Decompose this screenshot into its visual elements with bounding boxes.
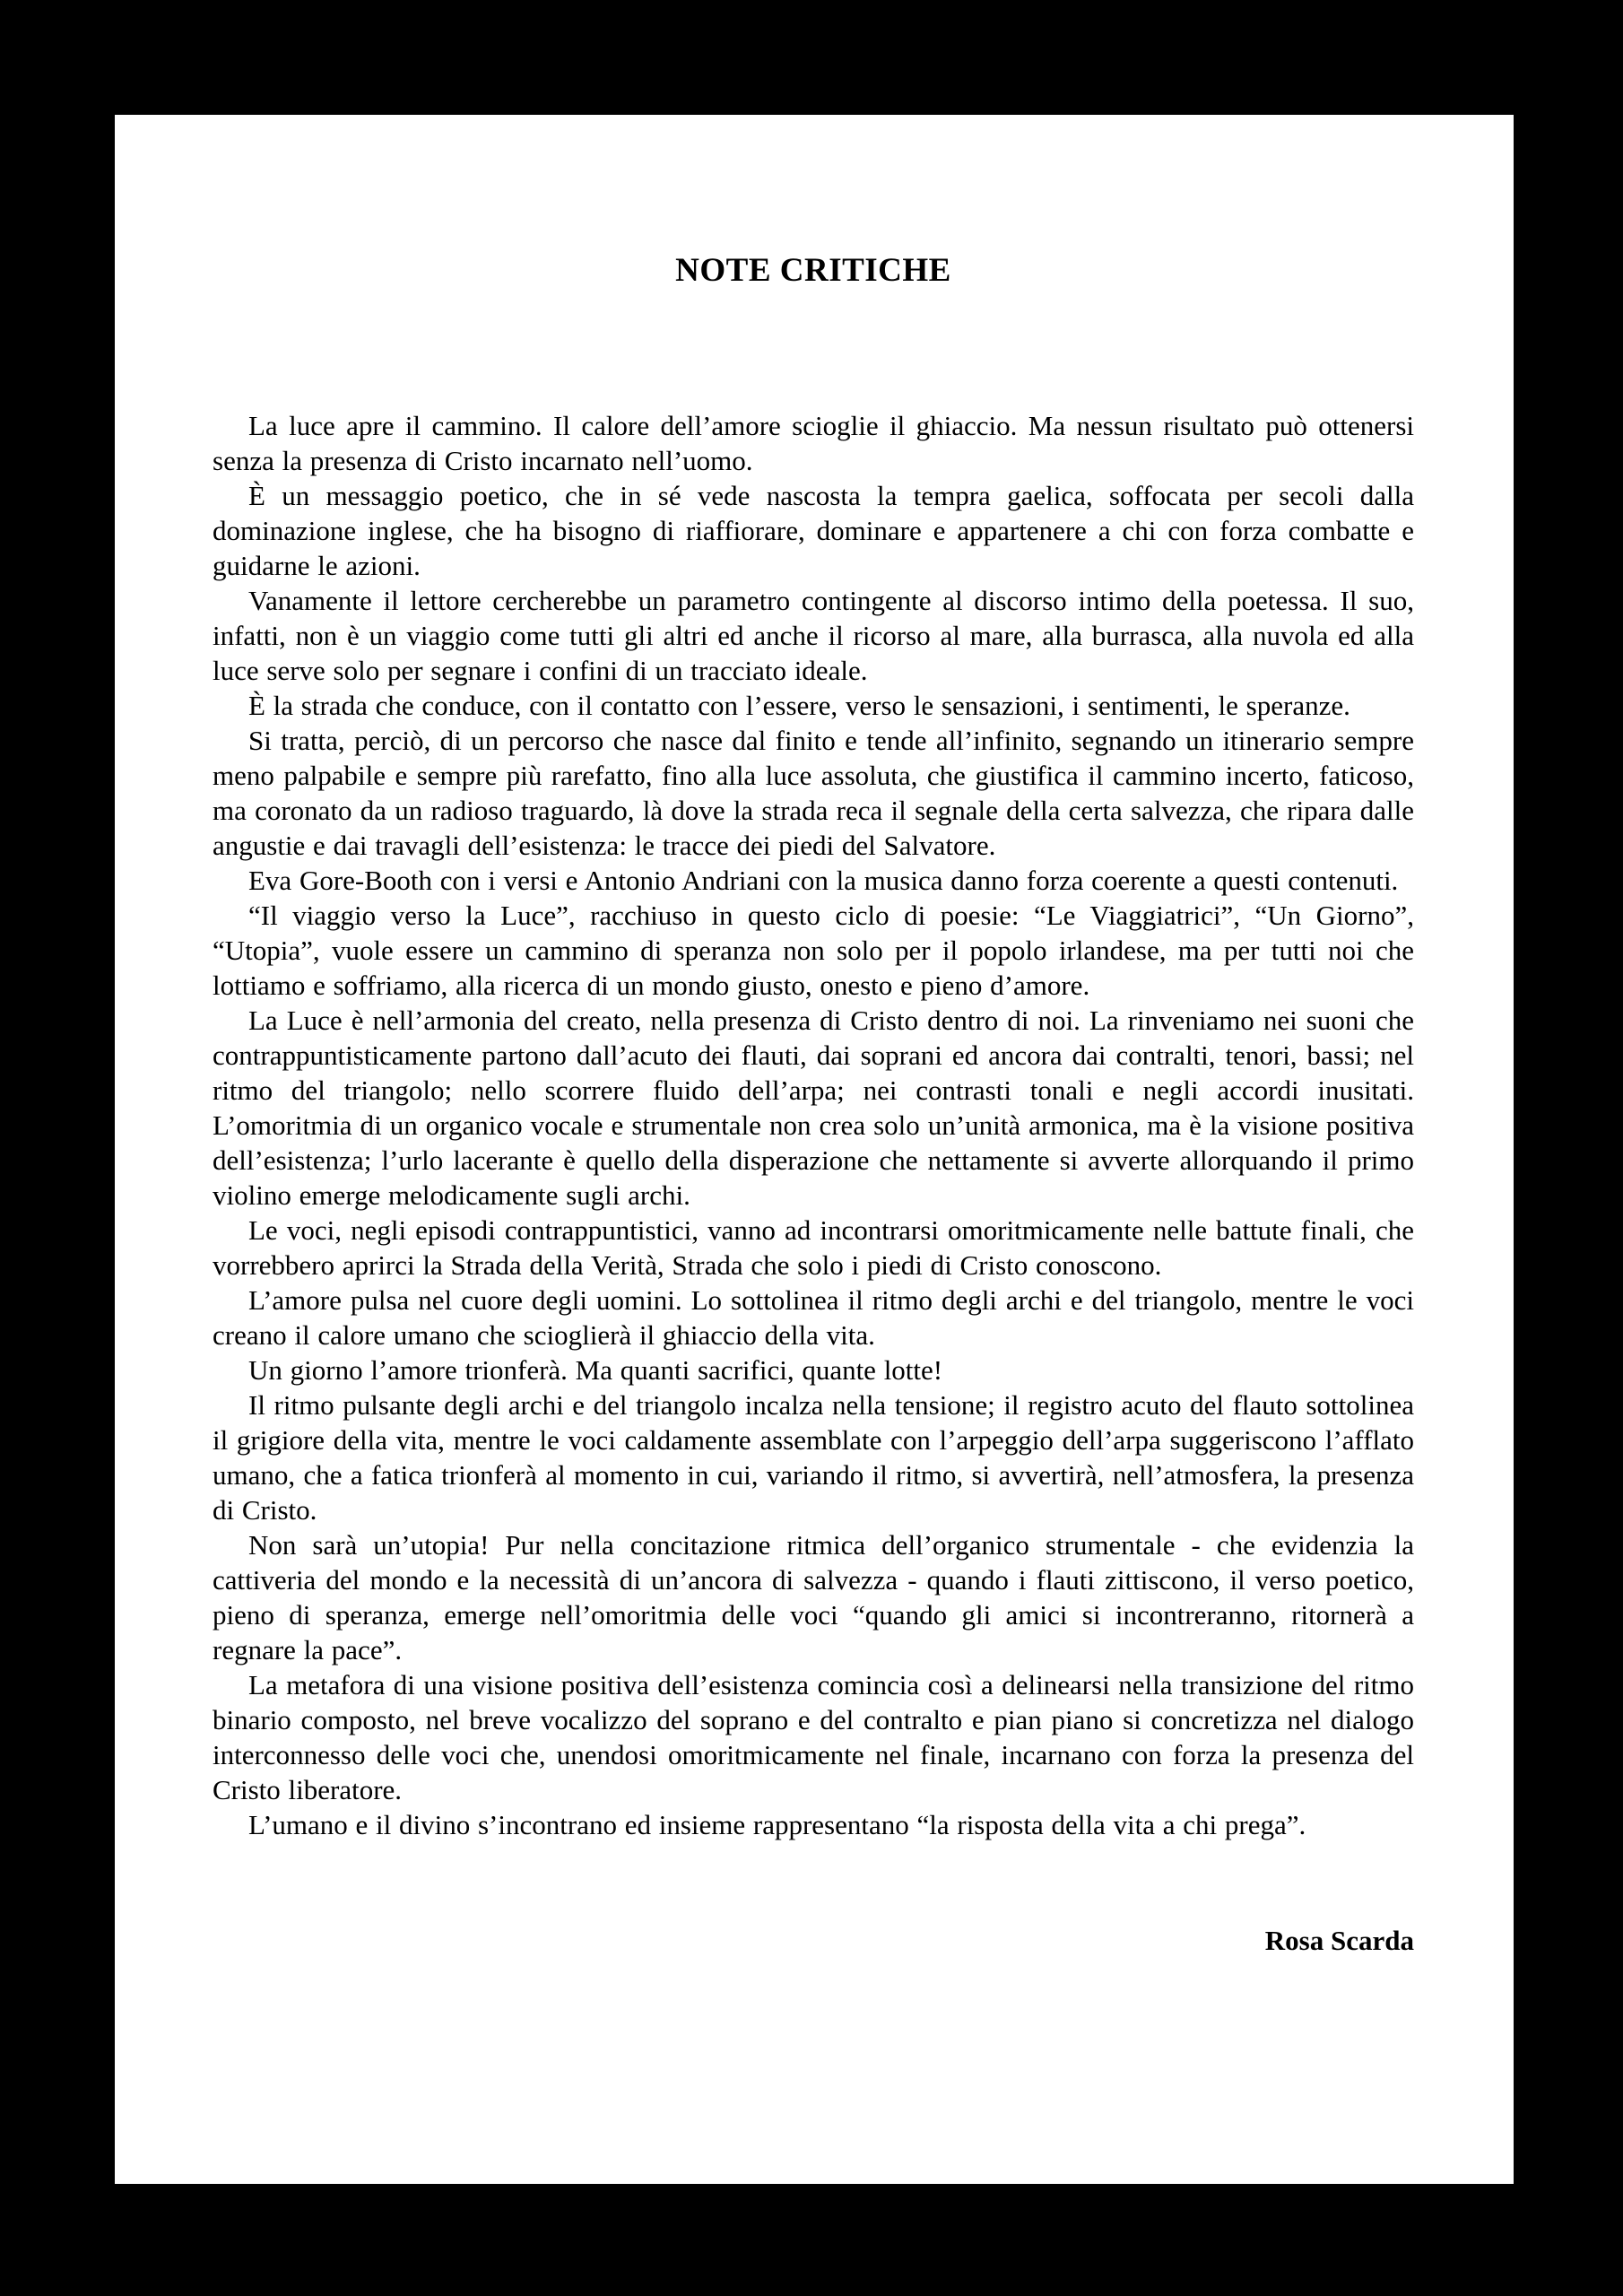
paragraph: Vanamente il lettore cercherebbe un parametro contingente al discorso intimo della poetessa. Il suo, infatti, non è un viaggio come tutti gli altri ed anche il ricorso al mare, alla burrasca, alla nuvola ed alla luce serve solo per segnare i confini di un tracciato ideale.: [213, 585, 1414, 686]
paragraph: La luce apre il cammino. Il calore dell’amore scioglie il ghiaccio. Ma nessun risultato può ottenersi senza la presenza di Cristo incarnato nell’uomo.: [213, 410, 1414, 476]
paragraph: Il ritmo pulsante degli archi e del triangolo incalza nella tensione; il registro acuto del flauto sottolinea il grigiore della vita, mentre le voci caldamente assemblate con l’arpeggio dell’arpa suggeriscono l’afflato umano, che a fatica trionferà al momento in cui, variando il ritmo, si avvertirà, nell’atmosfera, la presenza di Cristo.: [213, 1389, 1414, 1526]
body-text: [213, 408, 1414, 1842]
paragraph: L’umano e il divino s’incontrano ed insieme rappresentano “la risposta della vita a chi prega”.: [248, 1809, 1306, 1840]
paragraph: L’amore pulsa nel cuore degli uomini. Lo sottolinea il ritmo degli archi e del triangolo, mentre le voci creano il calore umano che scioglierà il ghiaccio della vita.: [213, 1284, 1414, 1351]
book-page: [115, 115, 1514, 2184]
paragraph: Si tratta, perciò, di un percorso che nasce dal finito e tende all’infinito, segnando un itinerario sempre meno palpabile e sempre più rarefatto, fino alla luce assoluta, che giustifica il cammino incerto, faticoso, ma coronato da un radioso traguardo, là dove la strada reca il segnale della certa salvezza, che ripara dalle angustie e dai travagli dell’esistenza: le tracce dei piedi del Salvatore.: [213, 725, 1414, 861]
paragraph: È la strada che conduce, con il contatto con l’essere, verso le sensazioni, i sentimenti, le speranze.: [248, 690, 1350, 721]
author-signature: Rosa Scarda: [1264, 1925, 1414, 1956]
paragraph: Un giorno l’amore trionferà. Ma quanti sacrifici, quante lotte!: [248, 1354, 943, 1386]
page-title: NOTE CRITICHE: [675, 252, 951, 289]
paragraph: Non sarà un’utopia! Pur nella concitazione ritmica dell’organico strumentale - che evidenzia la cattiveria del mondo e la necessità di un’ancora di salvezza - quando i flauti zittiscono, il verso poetico, pieno di speranza, emerge nell’omoritmia delle voci “quando gli amici si incontreranno, ritornerà a regnare la pace”.: [213, 1529, 1414, 1665]
paragraph: La metafora di una visione positiva dell’esistenza comincia così a delinearsi nella transizione del ritmo binario composto, nel breve vocalizzo del soprano e del contralto e pian piano si concretizza nel dialogo interconnesso delle voci che, unendosi omoritmicamente nel finale, incarnano con forza la presenza del Cristo liberatore.: [213, 1669, 1414, 1805]
paragraph: È un messaggio poetico, che in sé vede nascosta la tempra gaelica, soffocata per secoli dalla dominazione inglese, che ha bisogno di riaffiorare, dominare e appartenere a chi con forza combatte e guidarne le azioni.: [213, 480, 1414, 581]
paragraph: Le voci, negli episodi contrappuntistici, vanno ad incontrarsi omoritmicamente nelle battute finali, che vorrebbero aprirci la Strada della Verità, Strada che solo i piedi di Cristo conoscono.: [213, 1214, 1414, 1281]
paragraph: Eva Gore-Booth con i versi e Antonio Andriani con la musica danno forza coerente a questi contenuti.: [248, 865, 1399, 896]
paragraph: La Luce è nell’armonia del creato, nella presenza di Cristo dentro di noi. La rinveniamo nei suoni che contrappuntisticamente partono dall’acuto dei flauti, dai soprani ed ancora dai contralti, tenori, bassi; nel ritmo del triangolo; nello scorrere fluido dell’arpa; nei contrasti tonali e negli accordi inusitati. L’omoritmia di un organico vocale e strumentale non crea solo un’unità armonica, ma è la visione positiva dell’esistenza; l’urlo lacerante è quello della disperazione che nettamente si avverte allorquando il primo violino emerge melodicamente sugli archi.: [213, 1004, 1414, 1211]
paragraph: “Il viaggio verso la Luce”, racchiuso in questo ciclo di poesie: “Le Viaggiatrici”, “Un Giorno”, “Utopia”, vuole essere un cammino di speranza non solo per il popolo irlandese, ma per tutti noi che lottiamo e soffriamo, alla ricerca di un mondo giusto, onesto e pieno d’amore.: [213, 900, 1414, 1001]
